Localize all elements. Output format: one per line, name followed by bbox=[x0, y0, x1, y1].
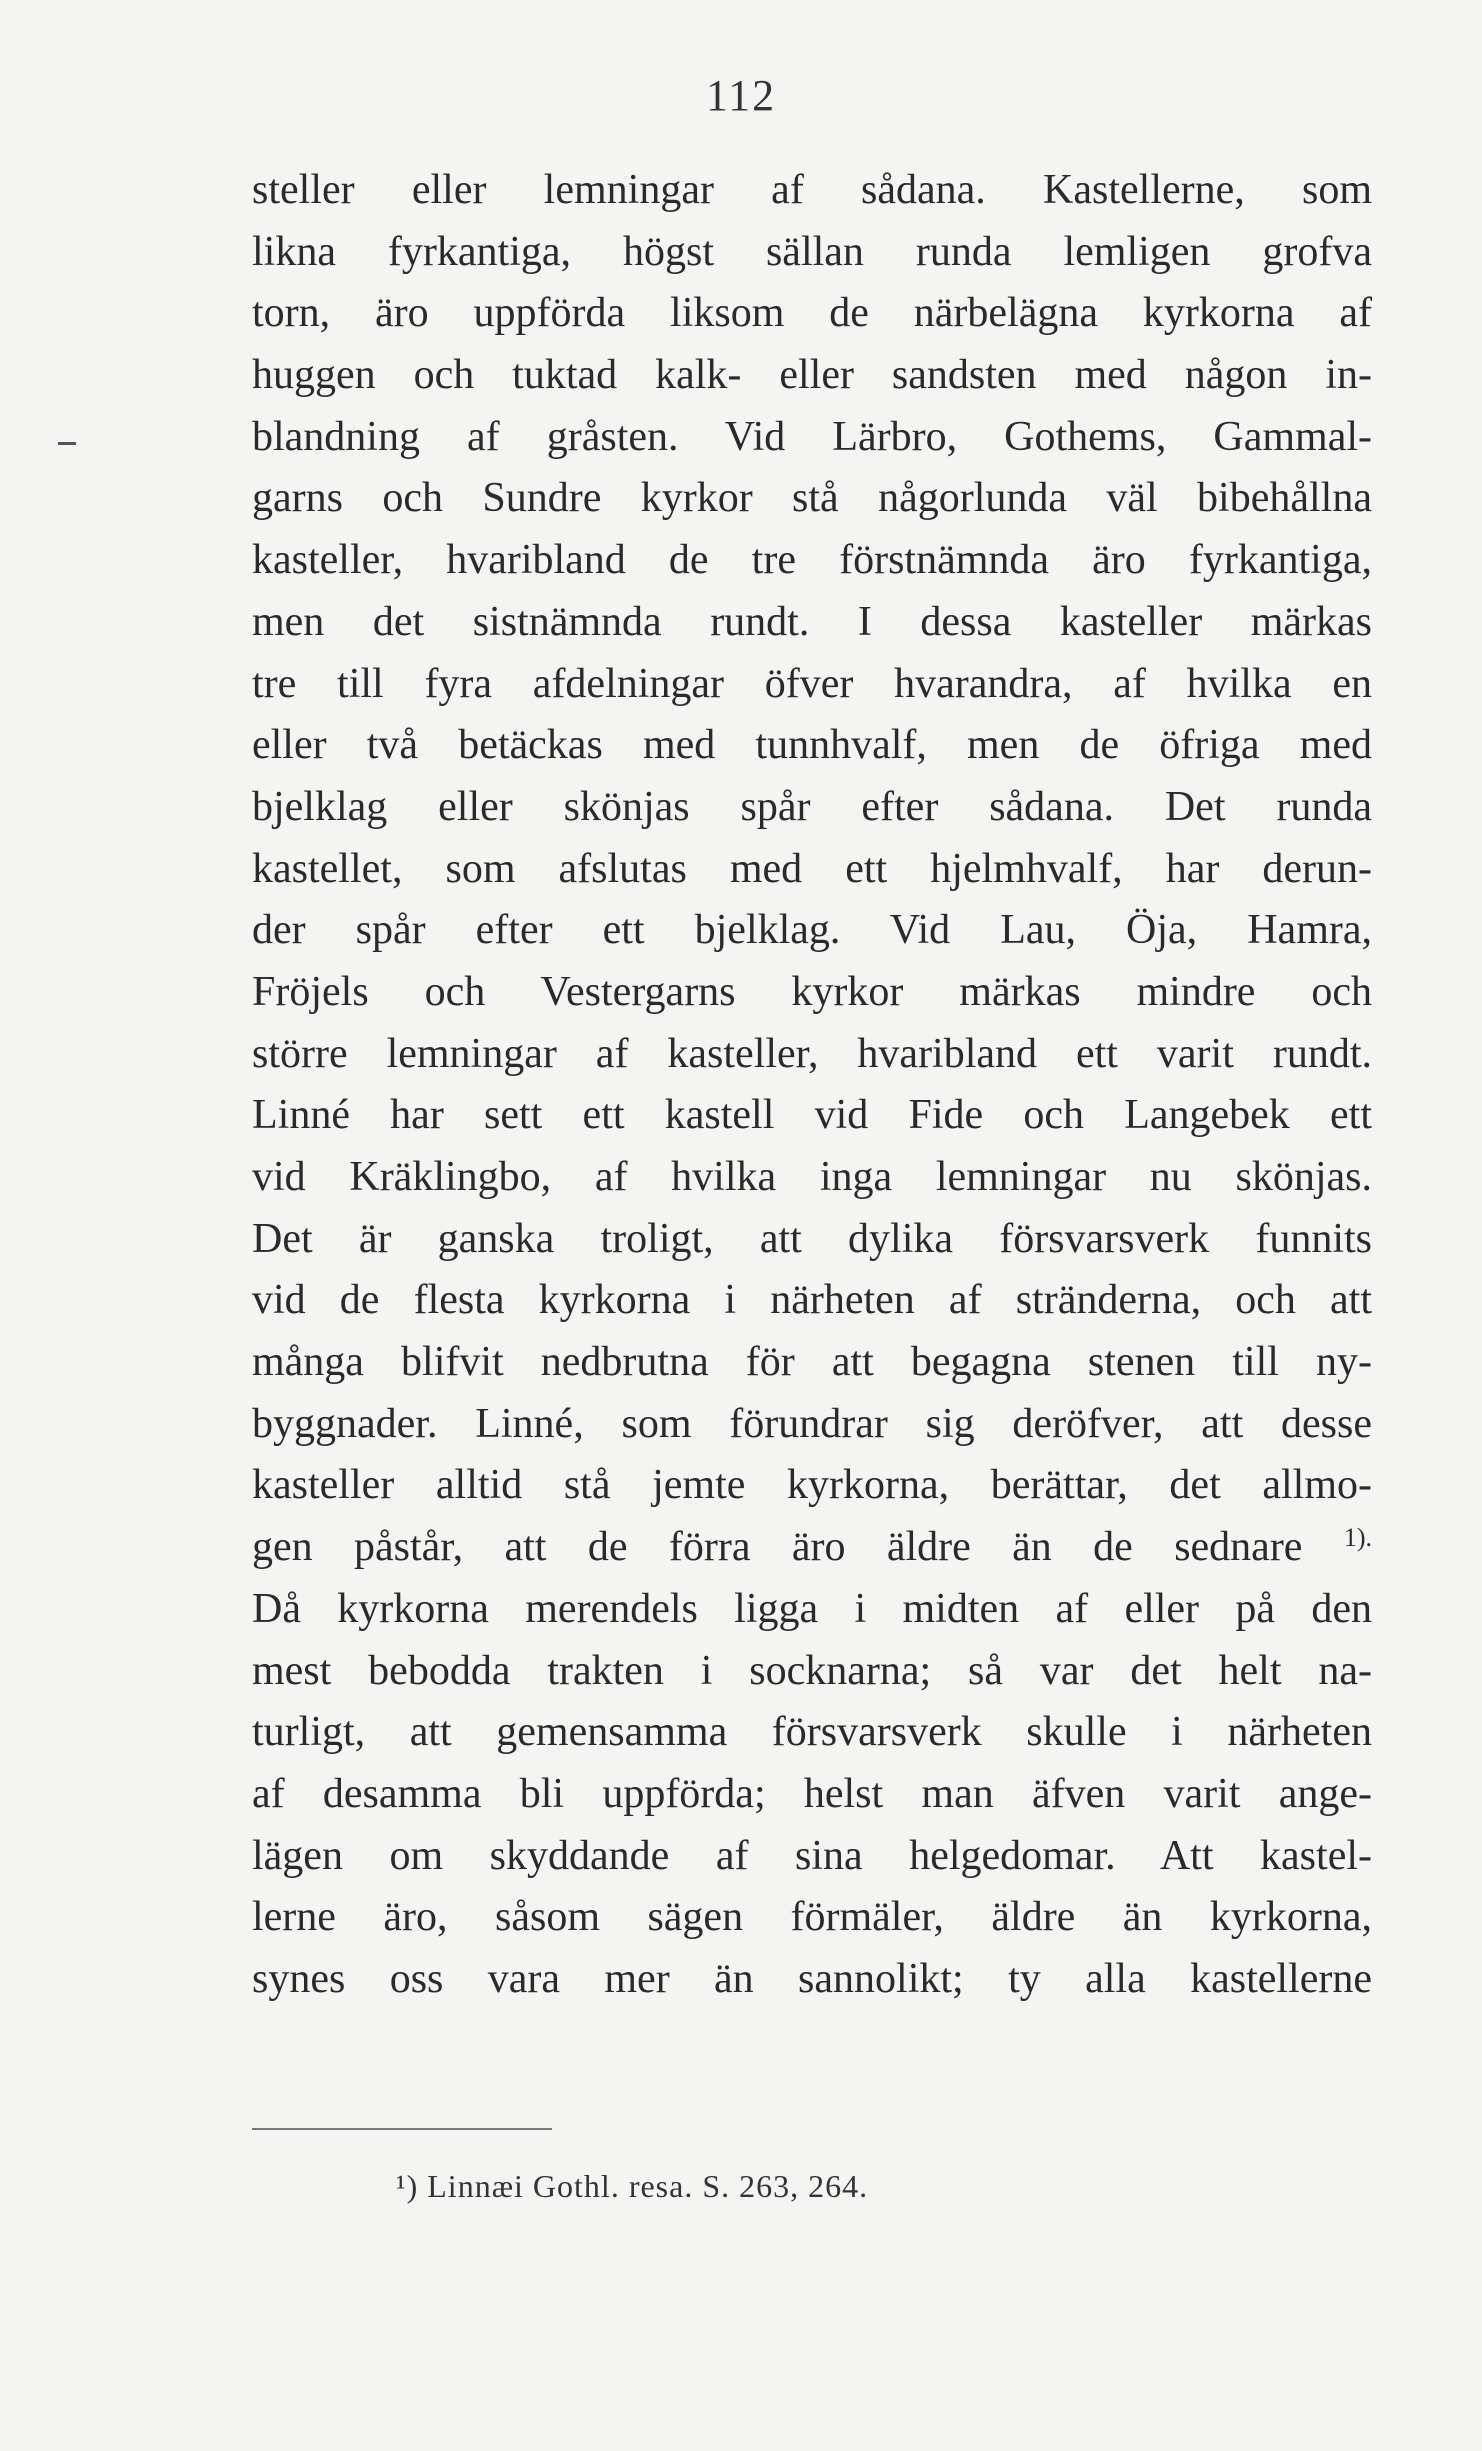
text-line: vid de flesta kyrkorna i närheten af stränderna, och att bbox=[252, 1277, 1372, 1324]
text-line: bjelklag eller skönjas spår efter sådana. Det runda bbox=[252, 783, 1372, 830]
page-number: 112 bbox=[705, 71, 777, 120]
text-line: eller två betäckas med tunnhvalf, men de öfriga med bbox=[252, 722, 1372, 769]
text-line: garns och Sundre kyrkor stå någorlunda väl bibehållna bbox=[252, 475, 1372, 522]
text-line: af desamma bli uppförda; helst man äfven varit ange- bbox=[252, 1770, 1372, 1817]
text-line: kasteller, hvaribland de tre förstnämnda äro fyrkantiga, bbox=[252, 537, 1372, 584]
text-line: vid Kräklingbo, af hvilka inga lemningar nu skönjas. bbox=[252, 1154, 1372, 1200]
text-line: Då kyrkorna merendels ligga i midten af eller på den bbox=[252, 1585, 1372, 1632]
text-line: Linné har sett ett kastell vid Fide och Langebek ett bbox=[252, 1092, 1372, 1139]
text-line: huggen och tuktad kalk- eller sandsten med någon in- bbox=[252, 352, 1372, 399]
text-line: men det sistnämnda rundt. I dessa kasteller märkas bbox=[252, 598, 1372, 645]
text-line: likna fyrkantiga, högst sällan runda lemligen grofva bbox=[252, 228, 1372, 275]
text-line: byggnader. Linné, som förundrar sig deröfver, att desse bbox=[252, 1400, 1372, 1447]
text-line: steller eller lemningar af sådana. Kastellerne, som bbox=[252, 167, 1372, 213]
text-line: kastellet, som afslutas med ett hjelmhvalf, har derun- bbox=[252, 845, 1372, 892]
text-line: tre till fyra afdelningar öfver hvarandra, af hvilka en bbox=[252, 660, 1372, 707]
text-line: lägen om skyddande af sina helgedomar. Att kastel- bbox=[252, 1832, 1372, 1879]
footnote-divider bbox=[252, 2128, 552, 2130]
text-line-with-footnote-ref bbox=[252, 1517, 1372, 1579]
text-line-content: gen påstår, att de förra äro äldre än de sednare bbox=[252, 1524, 1303, 1571]
text-line: många blifvit nedbrutna för att begagna stenen till ny- bbox=[252, 1339, 1372, 1386]
text-line: torn, äro uppförda liksom de närbelägna kyrkorna af bbox=[252, 290, 1372, 337]
text-line: synes oss vara mer än sannolikt; ty alla kastellerne bbox=[252, 1955, 1372, 2002]
body-text bbox=[252, 160, 1372, 2011]
text-line: lerne äro, såsom sägen förmäler, äldre än kyrkorna, bbox=[252, 1894, 1372, 1941]
text-line: blandning af gråsten. Vid Lärbro, Gothems, Gammal- bbox=[252, 413, 1372, 460]
text-line: der spår efter ett bjelklag. Vid Lau, Öja, Hamra, bbox=[252, 907, 1372, 954]
margin-mark bbox=[58, 442, 76, 445]
text-line: Det är ganska troligt, att dylika försvarsverk funnits bbox=[252, 1215, 1372, 1262]
text-line: mest bebodda trakten i socknarna; så var det helt na- bbox=[252, 1647, 1372, 1694]
text-line: större lemningar af kasteller, hvaribland ett varit rundt. bbox=[252, 1030, 1372, 1077]
footnote-reference: 1). bbox=[1343, 1523, 1372, 1553]
footnote: ¹) Linnæi Gothl. resa. S. 263, 264. bbox=[396, 2168, 869, 2204]
text-line: kasteller alltid stå jemte kyrkorna, berättar, det allmo- bbox=[252, 1462, 1372, 1509]
text-line: Fröjels och Vestergarns kyrkor märkas mindre och bbox=[252, 968, 1372, 1015]
text-line: turligt, att gemensamma försvarsverk skulle i närheten bbox=[252, 1709, 1372, 1756]
